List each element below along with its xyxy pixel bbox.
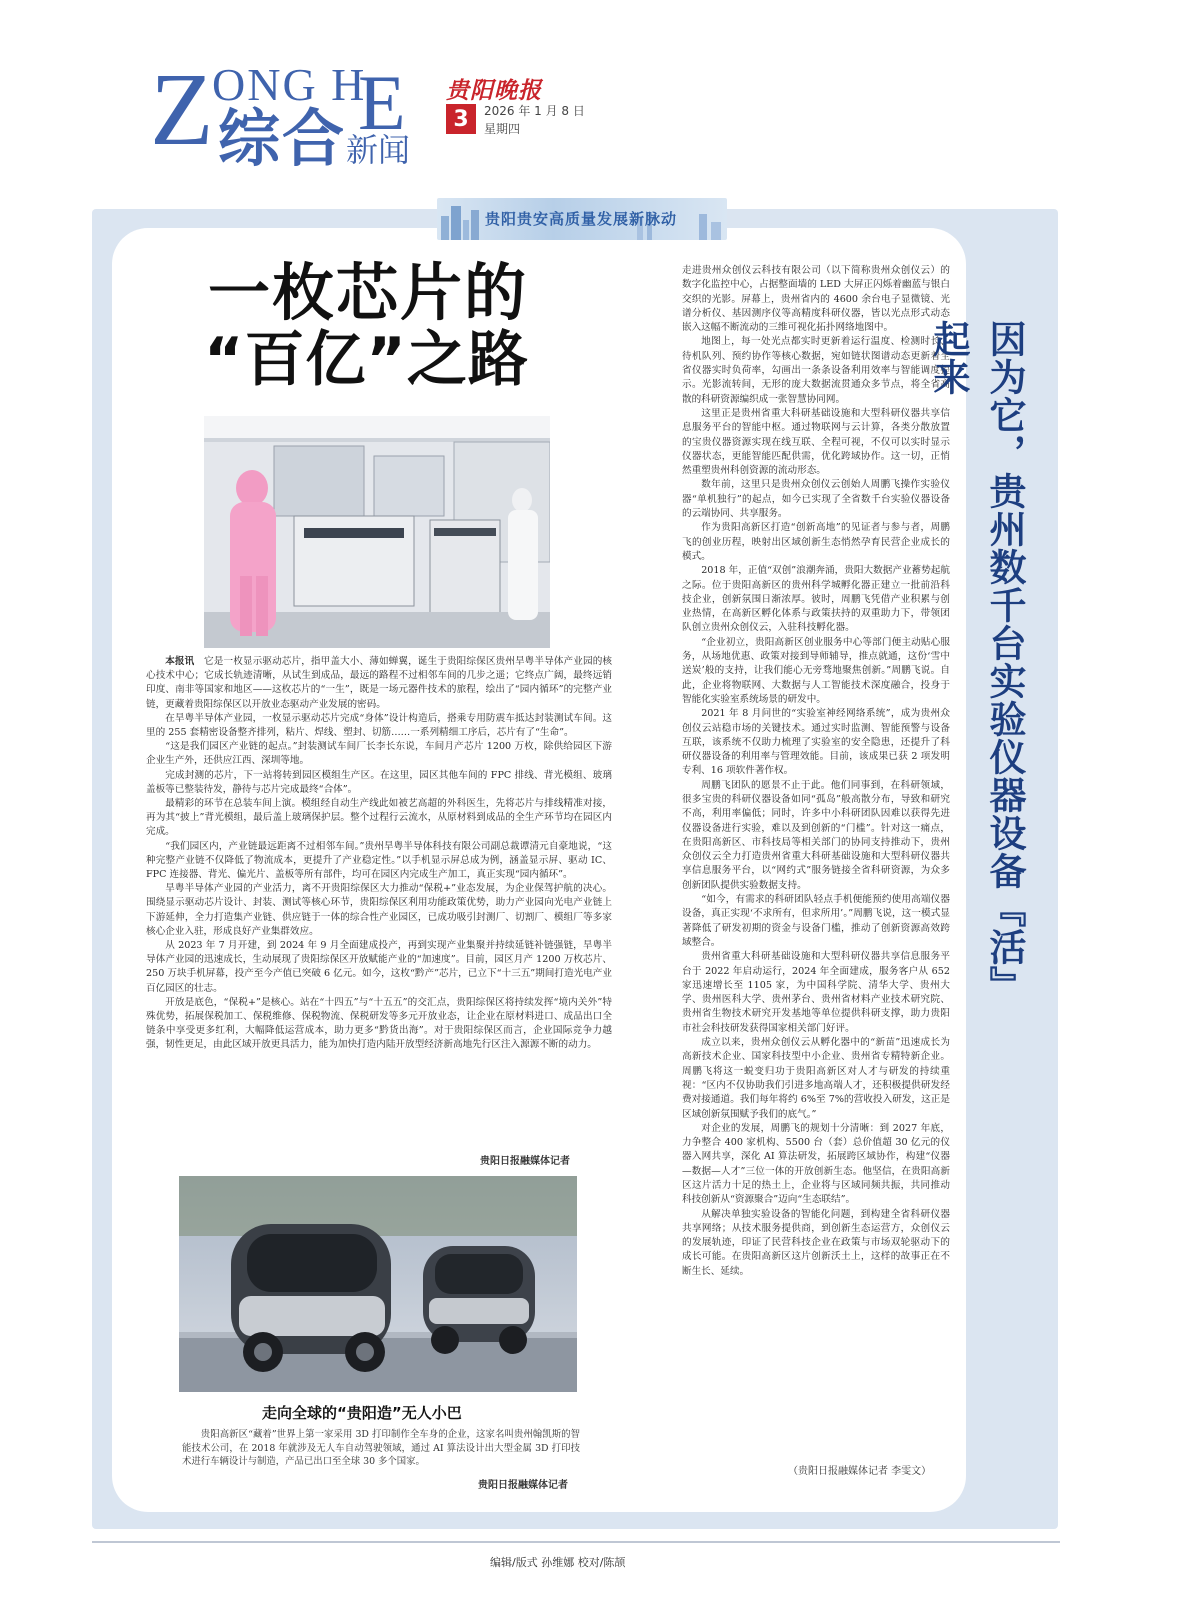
article-2-paragraph: 这里正是贵州省重大科研基础设施和大型科研仪器共享信息服务平台的智能中枢。通过物联网与云计算，各类分散放置的宝贵仪器资源实现在线互联、全程可视，不仅可以实时显示仪器状态，更能智能匹配供需，优化跨域协作。这一切，正悄然重塑贵州科创资源的流动形态。 [682, 407, 950, 477]
article-1-paragraph: 在旱粤半导体产业园，一枚显示驱动芯片完成“身体”设计构造后，搭乘专用防震车抵达封装测试车间。这里的 255 套精密设备整齐排列，粘片、焊线、塑封、切筋……一系列精细工序后，芯片有了“生命”。 [146, 712, 612, 739]
article-2-paragraph: 成立以来，贵州众创仪云从孵化器中的“新苗”迅速成长为高新技术企业、国家科技型中小企业、贵州省专精特新企业。周鹏飞将这一蜕变归功于贵阳高新区对人才与研发的持续重视：“区内不仅协助我们引进多地高端人才，还积极提供研发经费对接通道。我们每年将约 6%至 7%的营收投入研发，这正是区域创新氛围赋予我们的底气。” [682, 1037, 950, 1120]
article-2-paragraph: 数年前，这里只是贵州众创仪云创始人周鹏飞操作实验仪器“单机独行”的起点，如今已实现了全省数千台实验仪器设备的云端协同、共享服务。 [682, 479, 950, 520]
chip-factory-photo [204, 416, 550, 648]
article-2-paragraph: “企业初立，贵阳高新区创业服务中心等部门便主动贴心服务，从场地优惠、政策对接到导师辅导，推点就通，这份‘雪中送炭’般的支持，让我们能心无旁骛地聚焦创新。”周鹏飞说。自此，企业将物联网、大数据与人工智能技术深度融合，投身于智能化实验室系统场景的研发中。 [682, 636, 950, 705]
column-banner [437, 198, 727, 240]
article-2-body [682, 264, 950, 1476]
article-1-paragraph [146, 655, 612, 712]
article-1-paragraph: 完成封测的芯片，下一站将转到园区模组生产区。在这里，园区其他车间的 FPC 排线、背光模组、玻璃盖板等已整装待发，静待与芯片完成最终“合体”。 [146, 769, 612, 795]
headline-line-1: 一枚芯片的 [208, 256, 529, 329]
article-2-paragraph: 2018 年，正值“双创”浪潮奔涌，贵阳大数据产业蓄势起航之际。位于贵阳高新区的贵州科学城孵化器正建立一批前沿科技企业，创新氛围日渐浓厚。彼时，周鹏飞凭借产业积累与创业热情，在高新区孵化体系与政策扶持的双重助力下，带领团队创立贵州众创仪云，入驻科技孵化器。 [682, 565, 950, 634]
kicker-label: 本报讯 [165, 656, 195, 667]
masthead-letter-e: E [358, 59, 406, 146]
newspaper-name-logo: 贵阳晚报 [446, 77, 542, 104]
footer-divider [92, 1541, 1060, 1543]
article-1-paragraph: “我们园区内，产业链最远距离不过相邻车间。”贵州旱粤半导体科技有限公司副总裁谭清元自豪地说，“这种完整产业链不仅降低了物流成本，更提升了产业稳定性。”以手机显示屏总成为例，涵盖显示屏、驱动 IC、FPC 连接器、背光、偏光片、盖板等所有部件，均可在园区内完成生产加工，真正实现“园内循环”。 [146, 840, 612, 881]
article-1-paragraph: 最精彩的环节在总装车间上演。模组经自动生产线此如被艺高超的外科医生，先将芯片与排线精准对接，再为其“披上”背光模组，最后盖上玻璃保护层。整个过程行云流水，从原材料到成品的全生产环节均在园区内完成。 [146, 798, 612, 838]
photo-caption-byline: 贵阳日报融媒体记者 [478, 1480, 568, 1491]
issue-date: 2026 年 1 月 8 日 [484, 104, 585, 118]
issue-weekday: 星期四 [484, 122, 521, 136]
article-2-paragraph: 对企业的发展，周鹏飞的规划十分清晰：到 2027 年底，力争整合 400 家机构、5500 台（套）总价值超 30 亿元的仪器入网共享，深化 AI 算法研发，拓展跨区域协作，构建“仪器—数据—人才”三位一体的开放创新生态。他坚信，在贵阳高新区这片活力十足的热土上，企业将与区域同频共振，共同推动科技创新从“资源聚合”迈向“生态联结”。 [682, 1122, 950, 1206]
section-subtitle: 新闻 [346, 131, 411, 169]
headline-line-2: “百亿”之路 [204, 325, 529, 395]
masthead-letter-z: Z [150, 52, 214, 167]
article-2-paragraph: 贵州省重大科研基础设施和大型科研仪器共享信息服务平台于 2022 年启动运行，2024 年全面建成，服务客户从 652 家迅速增长至 1105 家，为中国科学院、清华大学、贵州大学、贵州医科大学、贵州茅台、贵州省材料产业技术研究院、贵州省生物技术研究开发基地等单位提供科研支撑，助力贵阳市社会科技研发获得国家相关部门好评。 [682, 951, 950, 1034]
page-number-badge: 3 [446, 104, 476, 134]
article-2-paragraph: 地图上，每一处光点都实时更新着运行温度、检测时长、待机队列、预约协作等核心数据，宛如链状图谱动态更新着全省仪器实时负荷率，勾画出一条条设备利用效率与智能调度提示。光影流转间，无形的庞大数据流贯通众多节点，将全省高散的科研资源编织成一张智慧协同网。 [682, 336, 950, 405]
driverless-bus-photo [179, 1176, 577, 1392]
article-2-paragraph: 2021 年 8 月问世的“实验室神经网络系统”，成为贵州众创仪云站稳市场的关键技术。通过实时监测、智能预警与设备互联，该系统不仅助力梳理了实验室的安全隐患，还提升了科研仪器设备的利用率与管理效能。目前，该成果已获 2 项发明专利、16 项软件著作权。 [682, 708, 950, 777]
article-2-paragraph: “如今，有需求的科研团队轻点手机便能预约使用高端仪器设备，真正实现‘不求所有，但求所用’。”周鹏飞说，这一模式显著降低了研发初期的资金与设备门槛，推动了创新资源高效跨域整合。 [682, 894, 950, 948]
article-2-byline: （贵阳日报融媒体记者 李雯文） [788, 1466, 932, 1477]
article-1-body [146, 655, 612, 1153]
photo-caption-title: 走向全球的“贵阳造”无人小巴 [262, 1404, 462, 1422]
article-2-paragraph: 走进贵州众创仪云科技有限公司（以下简称贵州众创仪云）的数字化监控中心，占据整面墙的 LED 大屏正闪烁着幽蓝与银白交织的光影。屏幕上，贵州省内的 4600 余台电子显微镜、光谱分析仪、基因测序仪等高精度科研仪器，皆以光点形式动态嵌入这幅不断流动的三维可视化拓扑网络地图中。 [682, 265, 950, 334]
article-1-paragraph: “这是我们园区产业链的起点。”封装测试车间厂长李长东说，车间月产芯片 1200 万枚，除供给园区下游企业生产外，还供应江西、深圳等地。 [146, 741, 612, 767]
article-2-paragraph: 作为贵阳高新区打造“创新高地”的见证者与参与者，周鹏飞的创业历程，映射出区域创新生态悄然孕育民营企业成长的模式。 [682, 522, 950, 562]
section-title: 综合 [218, 102, 347, 175]
article-1-paragraph: 旱粤半导体产业园的产业活力，离不开贵阳综保区大力推动“保税+”业态发展，为企业保驾护航的决心。围绕显示驱动芯片设计、封装、测试等核心环节，贵阳综保区利用功能政策优势，助力产业园向光电产业链上下游延伸，全力打造集产业链、供应链于一体的综合性产业园区，已成功吸引封测厂、切割厂、模组厂等多家核心企业入驻，形成良好产业集群效应。 [146, 883, 612, 937]
footer-credit: 编辑/版式 孙维娜 校对/陈颉 [490, 1556, 626, 1569]
photo-caption-body: 贵阳高新区“藏着”世界上第一家采用 3D 打印制作全车身的企业，这家名叫贵州翰凯斯的智能技术公司，在 2018 年就涉及无人车自动驾驶领域，通过 AI 算法设计出大型金属 3D 打印技术进行车辆设计与制造，产品已出口至全球 30 多个国家。 [182, 1429, 580, 1468]
article-1-paragraph: 开放是底色，“保税+”是核心。站在“十四五”与“十五五”的交汇点，贵阳综保区将持续发挥“境内关外”特殊优势，拓展保税加工、保税维修、保税物流、保税研发等多元开放业态，让企业在原材料进口、成品出口全链条中享受更多红利，大幅降低运营成本，助力更多“黔货出海”。对于贵阳综保区而言，企业国际竞争力越强，韧性更足，由此区域开放更具活力，能为加快打造内陆开放型经济新高地先行区注入源源不断的动力。 [146, 996, 612, 1051]
article-2-paragraph: 从解决单独实验设备的智能化问题，到构建全省科研仪器共享网络；从技术服务提供商，到创新生态运营方，众创仪云的发展轨迹，印证了民营科技企业在政策与市场双轮驱动下的成长可能。在贵阳高新区这片创新沃土上，这样的故事正在不断生长、延续。 [682, 1208, 950, 1277]
article-1-paragraph: 从 2023 年 7 月开建，到 2024 年 9 月全面建成投产，再到实现产业集聚并持续延链补链强链，旱粤半导体产业园的迅速成长，生动展现了贵阳综保区开放赋能产业的“加速度”。目前，园区月产 1200 万枚芯片、250 万块手机屏幕，投产至今产值已突破 6 亿元。如今，这枚“黔产”芯片，已立下“十三五”期间打造光电产业百亿园区的壮志。 [146, 940, 612, 994]
article-2-paragraph: 周鹏飞团队的愿景不止于此。他们同事到，在科研领域，很多宝贵的科研仪器设备如同“孤岛”般高散分布，导致和研究不高，利用率偏低；同时，许多中小科研团队因难以获得先进仪器设备进行实验，难以及到创新的“门槛”。针对这一痛点，在贵阳高新区、市科技局等相关部门的协同支持推动下，贵州众创仪云全力打造贵州省重大科研基础设施和大型科研仪器共享信息服务平台，以“网约式”服务链接全省科研资源，为众多创新团队提供实验数据支持。 [682, 779, 950, 891]
masthead-english-text: ONG H [212, 59, 367, 110]
article-1-byline: 贵阳日报融媒体记者 [480, 1156, 570, 1167]
paragraph-text: 它是一枚显示驱动芯片，指甲盖大小、薄如蝉翼，诞生于贵阳综保区贵州旱粤半导体产业园的核心技术中心；它成长轨迹清晰，从试生到成品，最远的路程不过相邻车间的几步之遥；它终点广阔，最终远销印度、南非等国家和地区——这枚芯片的“一生”，既是一场元器件技术的旅程，绘出了“园内循环”的完整产业链，更藏着贵阳综保区以开放业态驱动产业发展的密码。 [146, 656, 612, 710]
banner-title: 贵阳贵安高质量发展新脉动 [485, 210, 678, 228]
article-2-vertical-headline: 因为它，贵州数千台实验仪器设备『活』起来 [927, 320, 1026, 986]
